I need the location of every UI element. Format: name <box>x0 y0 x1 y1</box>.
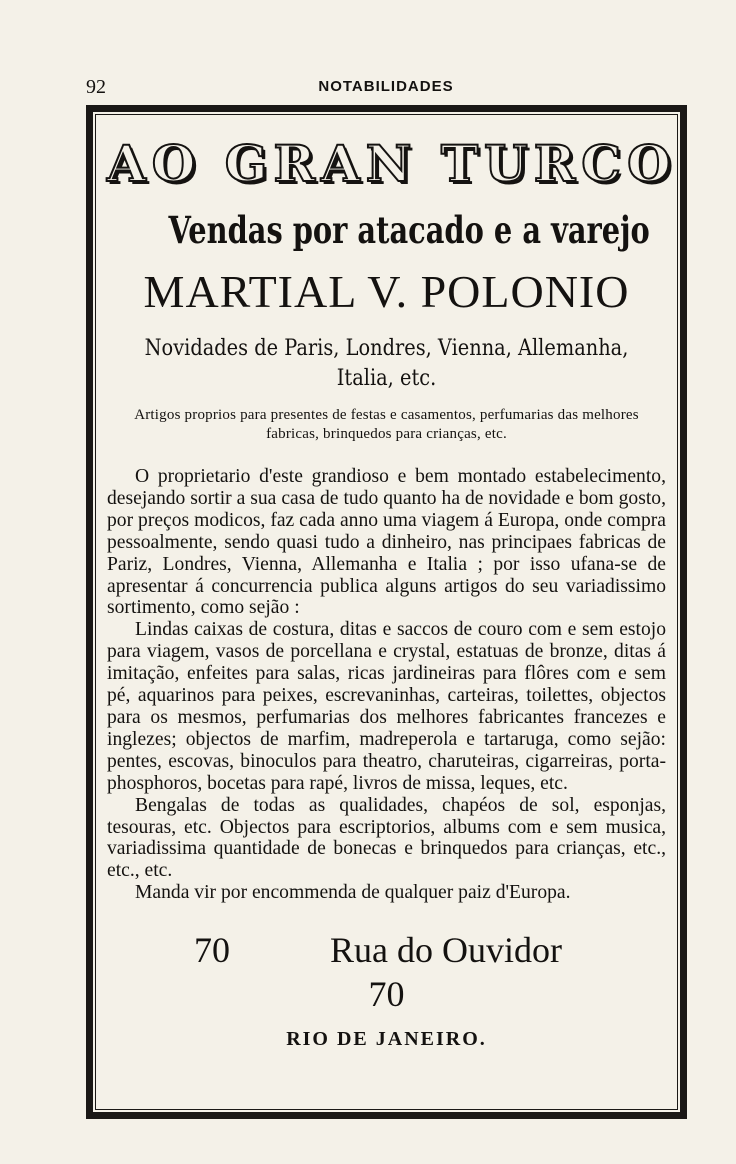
novelties-line: Novidades de Paris, Londres, Vienna, Allemanha, Italia, etc. <box>144 336 629 391</box>
page-number: 92 <box>86 76 106 98</box>
body-paragraph: O proprietario d'este grandioso e bem montado estabelecimento, desejando sortir a sua casa de tudo quanto ha de novidade e bom gosto, por preços modicos, faz cada anno uma viagem á Europa, onde compra pessoalmente, sendo quasi tudo a dinheiro, nas principaes fabricas de Pariz, Londres, Vienna, Allemanha e Italia ; por isso ufana-se de apresentar á concurrencia publica alguns artigos do seu variadissimo sortimento, como sejão : <box>107 466 666 619</box>
street-number-right: 70 <box>368 974 405 1015</box>
body-paragraph: Lindas caixas de costura, ditas e saccos de couro com e sem estojo para viagem, vasos de porcellana e crystal, estatuas de bronze, ditas á imitação, enfeites para salas, ricas jardineiras para flôres com e sem pé, aquarinos para peixes, escrevaninhas, carteiras, toilettes, objectos para os mesmos, perfumarias dos melhores fabricantes francezes e inglezes; objectos de marfim, madreperola e tartaruga, como sejão: pentes, escovas, binoculos para theatro, charuteiras, cigarreiras, porta-phosphoros, bocetas para rapé, livros de missa, leques, etc. <box>107 619 666 794</box>
sales-subtitle: Vendas por atacado e a varejo <box>168 208 650 252</box>
street-number-left: 70 <box>194 930 230 971</box>
street-name: Rua do Ouvidor <box>330 930 562 971</box>
street-address <box>107 928 666 1016</box>
articles-note: Artigos proprios para presentes de festas e casamentos, perfumarias das melhores fabricas, brinquedos para crianças, etc. <box>134 407 639 442</box>
body-paragraph: Bengalas de todas as qualidades, chapéos de sol, esponjas, tesouras, etc. Objectos para escriptorios, albums com e sem musica, variadissima quantidade de bonecas e brinquedos para crianças, etc., etc., etc. <box>107 794 666 882</box>
city-name: RIO DE JANEIRO. <box>286 1028 487 1051</box>
advert-body <box>107 466 666 904</box>
advert-border <box>86 105 687 1119</box>
shop-name-heading: AO GRAN TURCO <box>107 134 677 193</box>
advert-content <box>107 122 677 1102</box>
body-paragraph: Manda vir por encommenda de qualquer paiz d'Europa. <box>135 882 571 904</box>
page-header <box>86 74 686 100</box>
owner-name: MARTIAL V. POLONIO <box>143 266 630 317</box>
running-title: NOTABILIDADES <box>318 78 454 95</box>
